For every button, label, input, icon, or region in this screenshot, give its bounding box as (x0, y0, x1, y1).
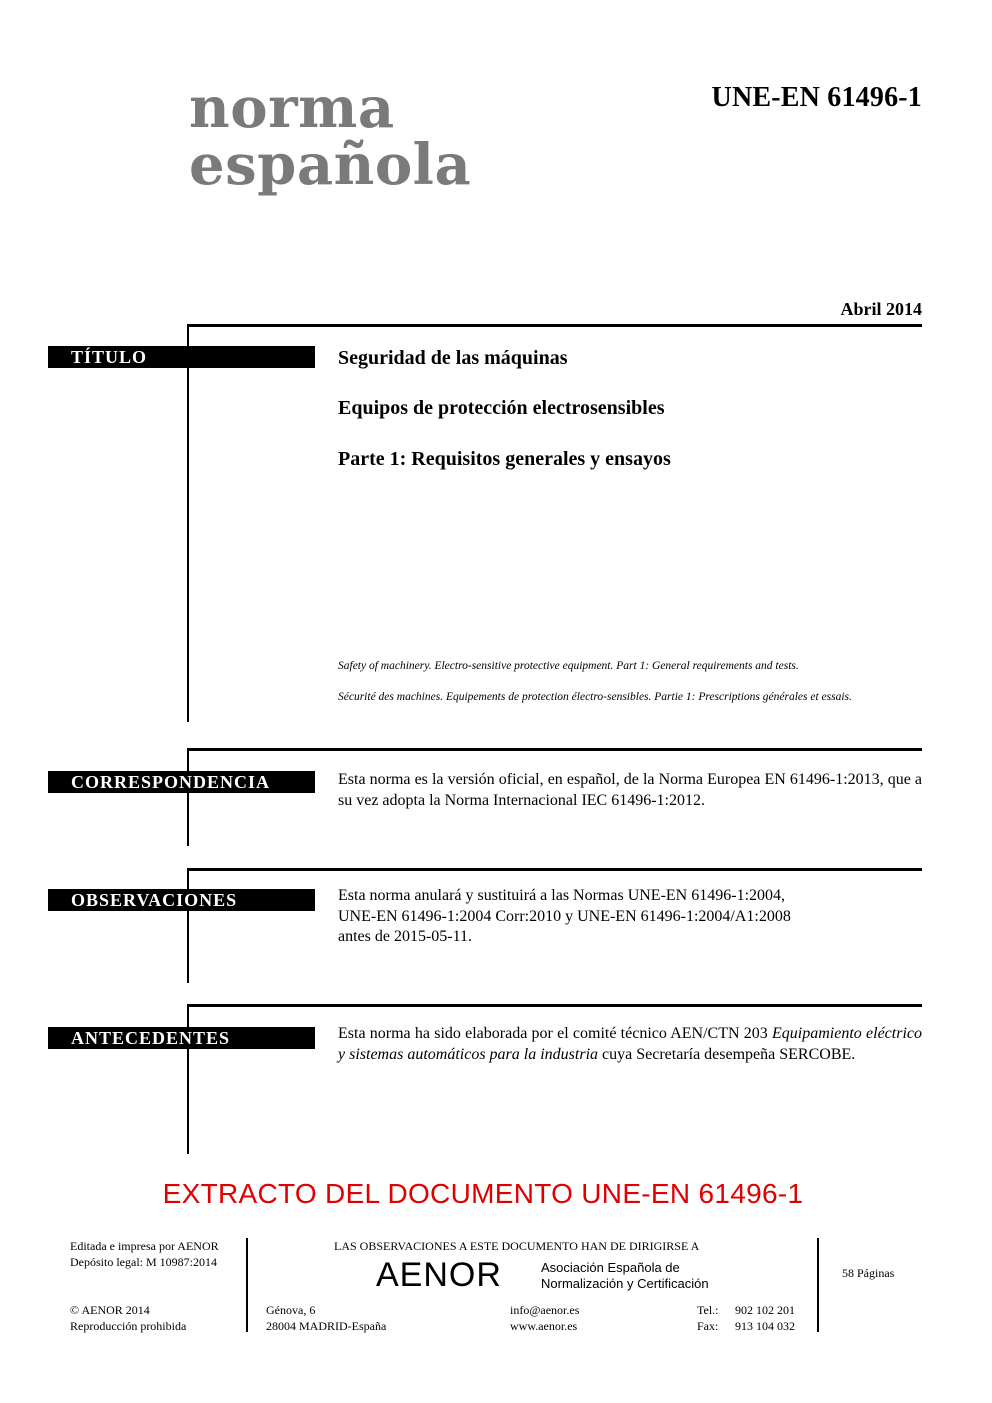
section-label-titulo: TÍTULO (48, 346, 315, 368)
brand-line-2: española (189, 132, 472, 198)
footer-tel: 902 102 201 (735, 1303, 795, 1317)
org-line-2: Normalización y Certificación (541, 1276, 709, 1291)
footer-rights (70, 1302, 186, 1334)
divider-observaciones (187, 868, 922, 871)
org-line-1: Asociación Española de (541, 1260, 680, 1275)
footer-tel-label: Tel.: (697, 1303, 719, 1317)
divider-antecedentes (187, 1004, 922, 1007)
footer-contact-online (510, 1302, 579, 1334)
antecedentes-text-after: cuya Secretaría desempeña SERCOBE. (598, 1045, 856, 1063)
vertical-rule-observaciones (187, 868, 189, 983)
correspondencia-text: Esta norma es la versión oficial, en español, de la Norma Europea EN 61496-1:2013, que a su vez adopta la Norma Internacional IEC 61496-1:2012. (338, 771, 922, 809)
footer-website: www.aenor.es (510, 1319, 578, 1333)
footer-fax-label: Fax: (697, 1319, 719, 1333)
title-translation-en: Safety of machinery. Electro-sensitive protective equipment. Part 1: General requirements and tests. (338, 660, 799, 672)
title-translation-fr: Sécurité des machines. Equipements de protection électro-sensibles. Partie 1: Prescriptions générales et essais. (338, 691, 852, 703)
footer-page-count: 58 Páginas (842, 1266, 895, 1280)
divider-correspondencia (187, 748, 922, 751)
standard-code: UNE-EN 61496-1 (711, 82, 922, 113)
title-line-3: Parte 1: Requisitos generales y ensayos (338, 448, 671, 470)
footer-reproduction: Reproducción prohibida (70, 1319, 187, 1333)
footer-phone-numbers (735, 1302, 795, 1334)
brand-title (189, 75, 472, 198)
section-label-antecedentes: ANTECEDENTES (48, 1027, 315, 1049)
section-label-observaciones: OBSERVACIONES (48, 889, 315, 911)
footer-divider-right (817, 1238, 819, 1332)
observaciones-line-2: UNE-EN 61496-1:2004 Corr:2010 y UNE-EN 61496-1:2004/A1:2008 (338, 907, 791, 925)
footer-legal-deposit: Depósito legal: M 10987:2014 (70, 1255, 217, 1269)
brand-line-1: norma (189, 75, 395, 141)
footer-address-line-2: 28004 MADRID-España (266, 1319, 387, 1333)
observaciones-text (338, 886, 922, 948)
footer-observations-notice: LAS OBSERVACIONES A ESTE DOCUMENTO HAN DE DIRIGIRSE A (334, 1239, 700, 1253)
vertical-rule-correspondencia (187, 748, 189, 846)
footer-edition (70, 1238, 219, 1270)
footer-phone-labels (697, 1302, 719, 1334)
footer-edited: Editada e impresa por AENOR (70, 1239, 219, 1253)
footer-address-line-1: Génova, 6 (266, 1303, 316, 1317)
footer-fax: 913 104 032 (735, 1319, 795, 1333)
title-line-1: Seguridad de las máquinas (338, 347, 568, 369)
vertical-rule-titulo (187, 324, 189, 722)
antecedentes-text-before: Esta norma ha sido elaborada por el comité técnico AEN/CTN 203 (338, 1025, 773, 1042)
footer-divider-left (246, 1238, 248, 1332)
footer-email: info@aenor.es (510, 1303, 580, 1317)
footer-copyright: © AENOR 2014 (70, 1303, 150, 1317)
publication-date: Abril 2014 (840, 299, 922, 319)
observaciones-line-1: Esta norma anulará y sustituirá a las Normas UNE-EN 61496-1:2004, (338, 887, 786, 904)
aenor-logo: AENOR (376, 1256, 502, 1294)
antecedentes-committee-name: Equipamiento eléctrico y sistemas automáticos para la industria (338, 1025, 923, 1063)
divider-titulo (187, 324, 922, 327)
antecedentes-text (338, 1024, 922, 1065)
extract-notice: EXTRACTO DEL DOCUMENTO UNE-EN 61496-1 (162, 1178, 804, 1209)
footer-address (266, 1302, 386, 1334)
section-label-correspondencia: CORRESPONDENCIA (48, 771, 315, 793)
title-line-2: Equipos de protección electrosensibles (338, 397, 665, 419)
observaciones-line-3: antes de 2015-05-11. (338, 928, 473, 945)
aenor-organization-name (541, 1260, 709, 1292)
